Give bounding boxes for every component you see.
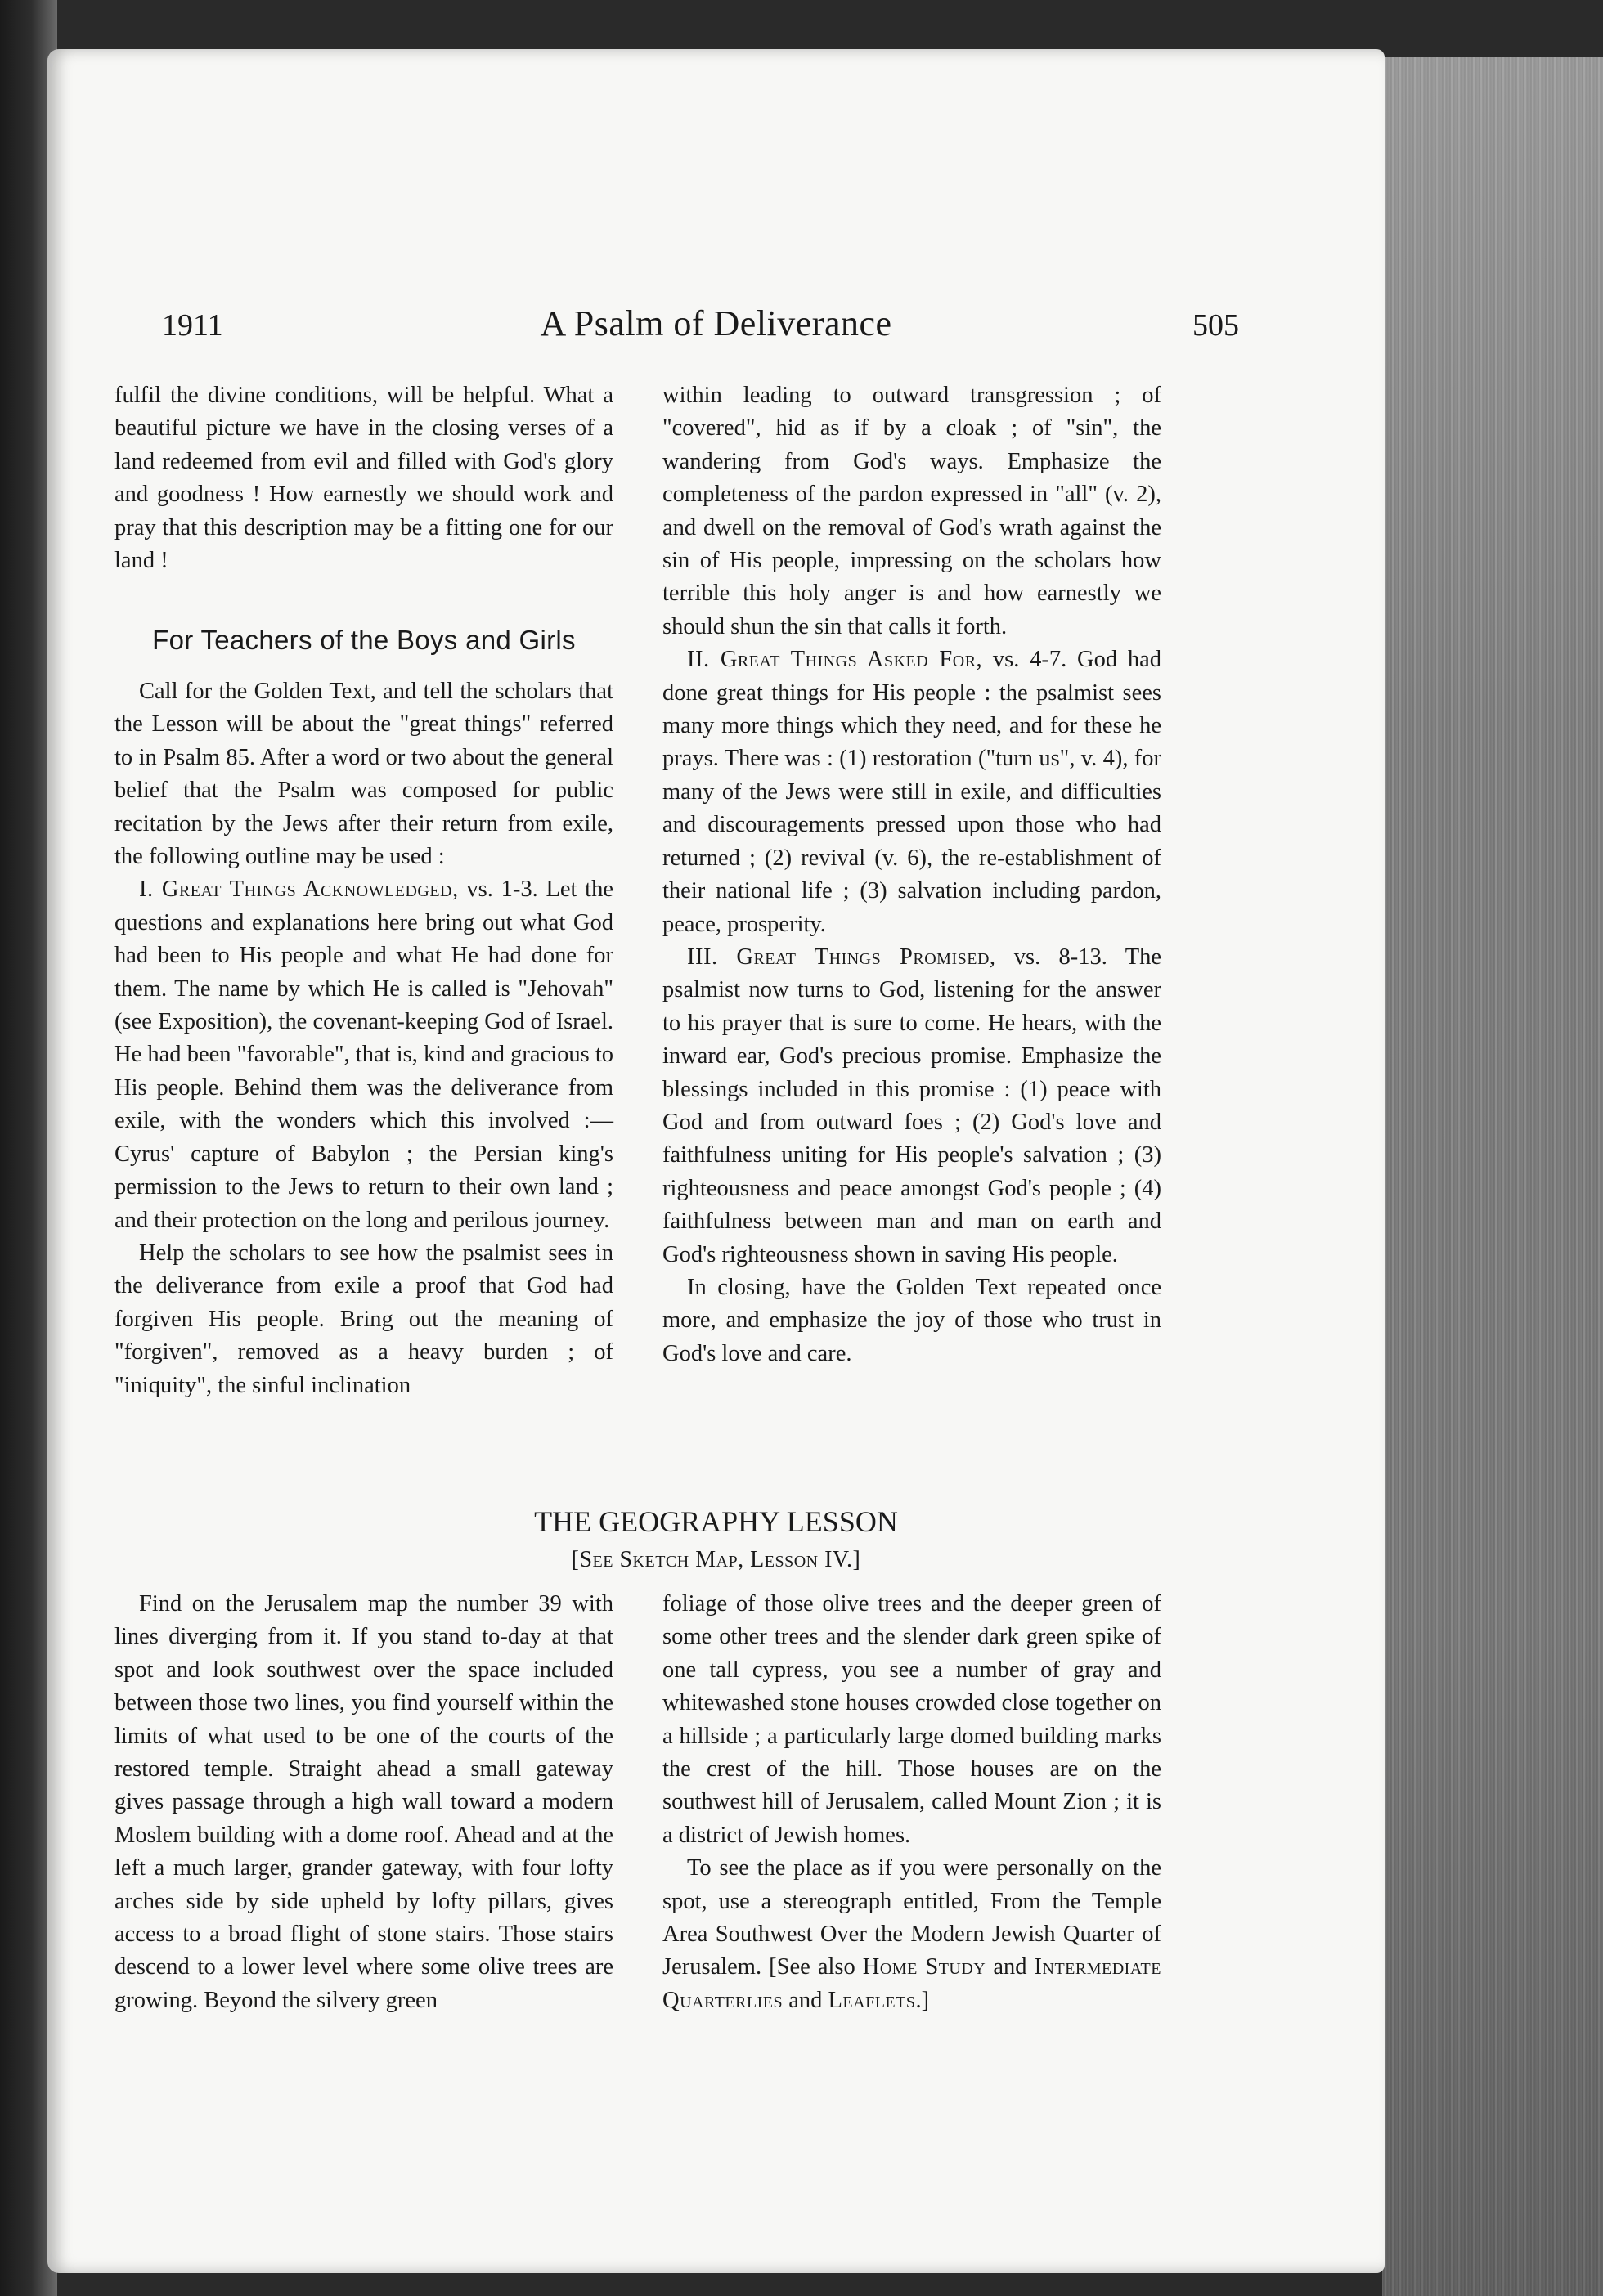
section-subheading: For Teachers of the Boys and Girls (152, 625, 576, 655)
header-year: 1911 (162, 308, 223, 343)
point1-text: Let the questions and explanations here bring out what God had been to His people and what He had done for them. The name by which He is called is "Jehovah" (see Exposition), the covenant-keeping God of Israel. He had been "favorable", that is, kind and gracious to His people. Behind them was the deliverance from exile, with the wonders which this involved :—Cyrus' capture of Babylon ; the Persian king's permission to the Jews to return to their own land ; and their protection on the long and perilous journey. (114, 877, 613, 1233)
point3-paragraph (662, 941, 1161, 1271)
point2-text: God had done great things for His people : the psalmist sees many more things which they need, and for these he prays. There was : (1) restoration ("turn us", v. 4), for many of the Jews were still in exile, and difficulties and discouragements pressed upon those who had returned ; (2) revival (v. 6), the re-establishment of their national life ; (3) salvation including pardon, peace, prosperity. (662, 647, 1161, 937)
header-title: A Psalm of Deliverance (540, 303, 892, 343)
point1-heading: I. Great Things Acknowledged, (139, 877, 459, 903)
point2-heading: II. Great Things Asked For, (687, 647, 983, 673)
intro-paragraph: fulfil the divine conditions, will be helpful. What a beautiful picture we have in the closing verses of a land redeemed from evil and filled with God's glory and goodness ! How earnestly we should work and pray that this description may be a fitting one for our land ! (114, 383, 613, 574)
point2-paragraph (662, 644, 1161, 941)
point3-text: The psalmist now turns to God, listening for the answer to his prayer that is sure to come. He hears, with the inward ear, God's precious promise. Emphasize the blessings included in this promise : (1) peace with God and from outward foes ; (2) God's love and faithfulness uniting for His people's salvation ; (3) righteousness and peace amongst God's people ; (4) faithfulness between man and man on earth and God's righteousness shown in saving His people. (662, 944, 1161, 1267)
stereograph-text: To see the place as if you were personally on the spot, use a stereograph entitled, From the Temple Area Southwest Over the Modern Jewish Quarter of Jerusalem. [See also (662, 1855, 1161, 1980)
continuation-paragraph: within leading to outward transgression ; of "covered", hid as if by a cloak ; of "sin", the wandering from God's ways. Emphasize the completeness of the pardon expressed in "all" (v. 2), and dwell on the removal of God's wrath against the sin of His people, impressing on the scholars how terrible this holy anger is and how earnestly we should shun the sin that calls it forth. (662, 383, 1161, 639)
intermediate-quarterlies-ref: Intermediate Quarterlies (662, 1954, 1161, 2013)
point3-heading: III. Great Things Promised, (687, 944, 996, 970)
help-paragraph: Help the scholars to see how the psalmist sees in the deliverance from exile a proof that God had forgiven His people. Bring out the meaning of "forgiven", removed as a heavy burden ; of "iniquity", the sinful inclination (114, 1240, 613, 1398)
closing-bracket: .] (915, 1987, 930, 2013)
page-edges-shade (1382, 57, 1603, 2296)
home-study-ref: Home Study (862, 1954, 986, 1980)
geography-right-paragraph: foliage of those olive trees and the deeper green of some other trees and the slender dark green spike of one tall cypress, you see a number of gray and whitewashed stone houses crowded close together on a hillside ; a particularly large domed building marks the crest of the hill. Those houses are on the southwest hill of Jerusalem, called Mount Zion ; it is a district of Jewish homes. (662, 1591, 1161, 1848)
call-paragraph: Call for the Golden Text, and tell the scholars that the Lesson will be about the "great things" referred to in Psalm 85. After a word or two about the general belief that the Psalm was composed for public recitation by the Jews after their return from exile, the following outline may be used : (114, 679, 613, 870)
leaflets-ref: Leaflets (828, 1987, 916, 2013)
conjunction-and-2: and (783, 1987, 828, 2013)
point3-ref: vs. 8-13. (995, 944, 1107, 970)
right-column-top (662, 379, 1161, 1370)
point1-paragraph (114, 873, 613, 1236)
geography-left-column (114, 1588, 613, 2017)
geography-subtitle: [See Sketch Map, Lesson IV.] (571, 1547, 861, 1572)
left-column-top (114, 379, 613, 577)
geography-title: THE GEOGRAPHY LESSON (534, 1505, 898, 1538)
point2-ref: vs. 4-7. (982, 647, 1067, 673)
conjunction-and-1: and (986, 1954, 1035, 1980)
closing-paragraph: In closing, have the Golden Text repeated once more, and emphasize the joy of those who trust in God's love and care. (662, 1274, 1161, 1366)
geography-right-column (662, 1588, 1161, 2017)
stereograph-paragraph (662, 1852, 1161, 2017)
running-header (47, 303, 1385, 352)
point1-ref: vs. 1-3. (458, 877, 538, 903)
book-page (47, 49, 1385, 2273)
geography-left-paragraph: Find on the Jerusalem map the number 39 with lines diverging from it. If you stand to-day at that spot and look southwest over the space included between those two lines, you find yourself within the limits of what used to be one of the courts of the restored temple. Straight ahead a small gateway gives passage through a high wall toward a modern Moslem building with a dome roof. Ahead and at the left a much larger, grander gateway, with four lofty arches side by side upheld by lofty pillars, gives access to a broad flight of stone stairs. Those stairs descend to a lower level where some olive trees are growing. Beyond the silvery green (114, 1591, 613, 2013)
left-column-teachers (114, 675, 613, 1402)
page-number: 505 (1192, 308, 1239, 343)
